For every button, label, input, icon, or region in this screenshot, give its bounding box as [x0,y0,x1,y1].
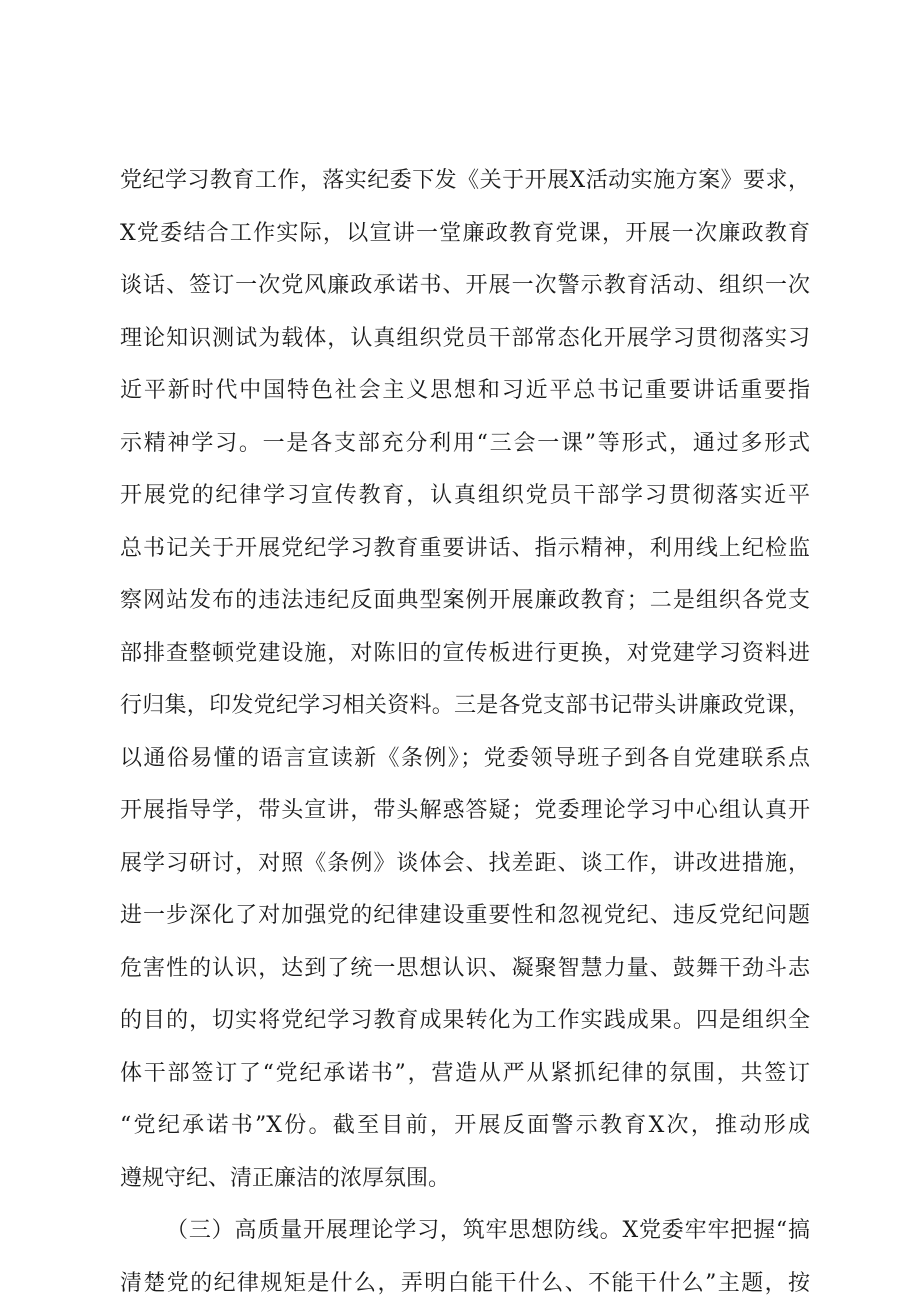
text-line: 党纪学习教育工作，落实纪委下发《关于开展X活动实施方案》要求， [120,155,810,208]
text-line: 的目的，切实将党纪学习教育成果转化为工作实践成果。四是组织全 [120,995,810,1048]
text-line: 部排查整顿党建设施，对陈旧的宣传板进行更换，对党建学习资料进 [120,628,810,681]
text-line: 示精神学习。一是各支部充分利用“三会一课”等形式，通过多形式 [120,418,810,471]
text-line: 开展指导学，带头宣讲，带头解惑答疑；党委理论学习中心组认真开 [120,785,810,838]
text-line: 理论知识测试为载体，认真组织党员干部常态化开展学习贯彻落实习 [120,313,810,366]
text-line: 谈话、签订一次党风廉政承诺书、开展一次警示教育活动、组织一次 [120,260,810,313]
text-line: X党委结合工作实际，以宣讲一堂廉政教育党课，开展一次廉政教育 [120,208,810,261]
section-heading-line: （三）高质量开展理论学习，筑牢思想防线。X党委牢牢把握“搞 [120,1205,810,1258]
paragraph-last-line: 遵规守纪、清正廉洁的浓厚氛围。 [120,1153,810,1206]
text-line: 进一步深化了对加强党的纪律建设重要性和忽视党纪、违反党纪问题 [120,890,810,943]
text-line: 以通俗易懂的语言宣读新《条例》；党委领导班子到各自党建联系点 [120,733,810,786]
text-line: 危害性的认识，达到了统一思想认识、凝聚智慧力量、鼓舞干劲斗志 [120,943,810,996]
document-body [120,155,810,1310]
text-line: 近平新时代中国特色社会主义思想和习近平总书记重要讲话重要指 [120,365,810,418]
text-line: 清楚党的纪律规矩是什么，弄明白能干什么、不能干什么”主题，按 [120,1258,810,1310]
text-line: “党纪承诺书”X份。截至目前，开展反面警示教育X次，推动形成 [120,1100,810,1153]
text-line: 察网站发布的违法违纪反面典型案例开展廉政教育；二是组织各党支 [120,575,810,628]
text-line: 行归集，印发党纪学习相关资料。三是各党支部书记带头讲廉政党课， [120,680,810,733]
text-line: 体干部签订了“党纪承诺书”，营造从严从紧抓纪律的氛围，共签订 [120,1048,810,1101]
text-line: 展学习研讨，对照《条例》谈体会、找差距、谈工作，讲改进措施， [120,838,810,891]
text-line: 开展党的纪律学习宣传教育，认真组织党员干部学习贯彻落实近平 [120,470,810,523]
text-line: 总书记关于开展党纪学习教育重要讲话、指示精神，利用线上纪检监 [120,523,810,576]
